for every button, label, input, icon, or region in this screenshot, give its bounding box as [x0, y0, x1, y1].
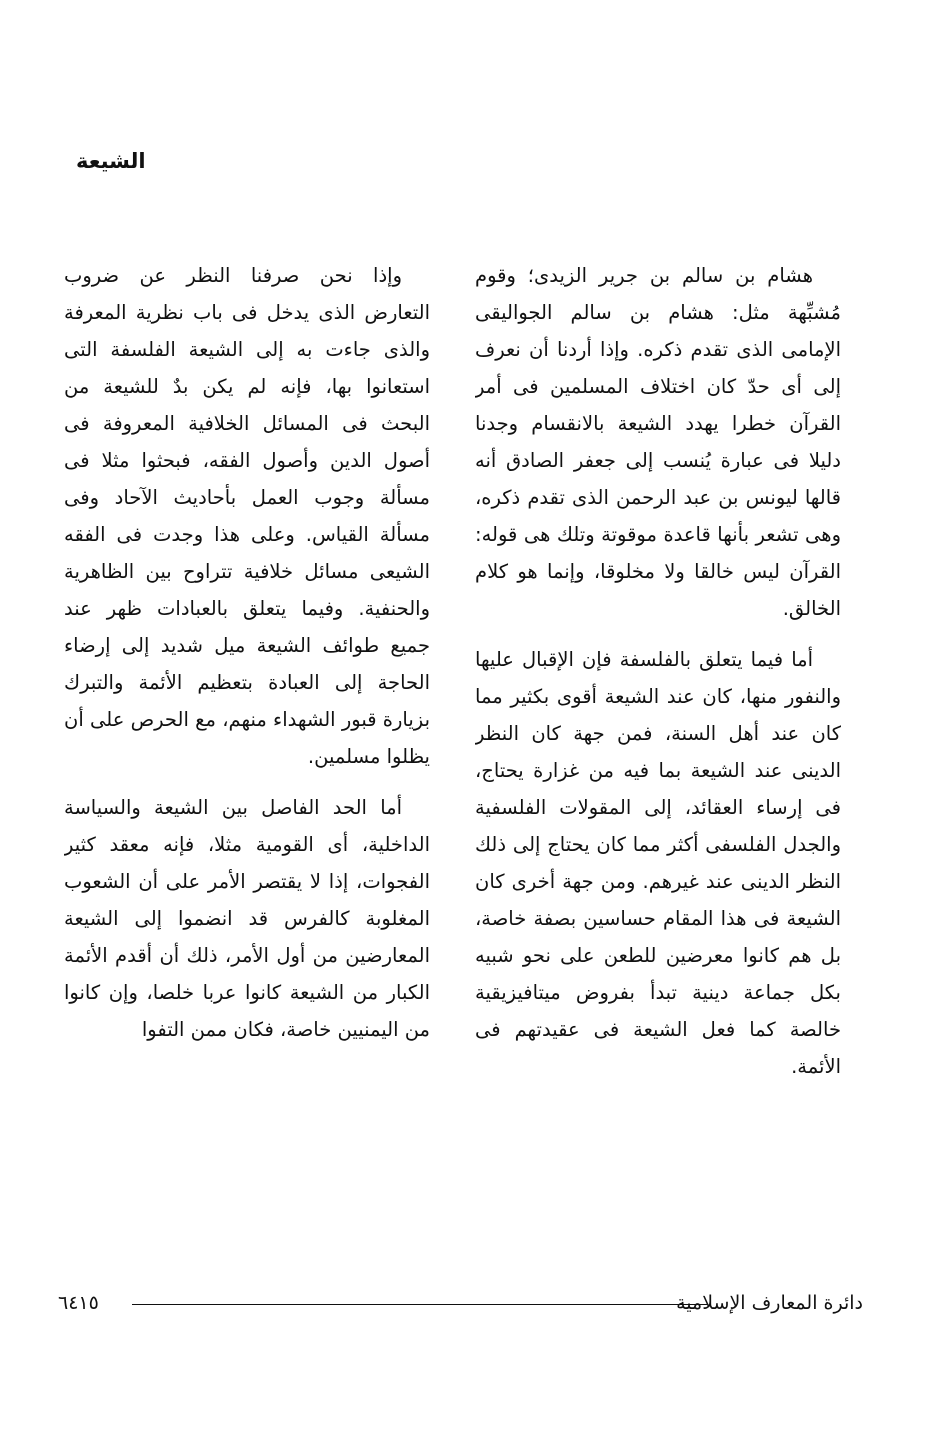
journal-title: دائرة المعارف الإسلامية: [676, 1292, 863, 1314]
left-column-paragraph-1: وإذا نحن صرفنا النظر عن ضروب التعارض الذى يدخل فى باب نظرية المعرفة والذى جاءت به إلى الشيعة الفلسفة التى استعانوا بها، فإنه لم يكن بدٌ للشيعة من البحث فى المسائل الخلافية المعروفة فى أصول الدين وأصول الفقه، فبحثوا مثلا فى مسألة وجوب العمل بأحاديث الآحاد وفى مسألة القياس. وعلى هذا وجدت فى الفقه الشيعى مسائل خلافية تتراوح بين الظاهرية والحنفية. وفيما يتعلق بالعبادات ظهر عند جميع طوائف الشيعة ميل شديد إلى إرضاء الحاجة إلى العبادة بتعظيم الأئمة والتبرك بزيارة قبور الشهداء منهم، مع الحرص على أن يظلوا مسلمين.: [64, 264, 430, 768]
right-column: [475, 257, 841, 1269]
right-column-paragraph-1: هشام بن سالم بن جرير الزيدى؛ وقوم مُشبِّهة مثل: هشام بن سالم الجواليقى الإمامى الذى تقدم ذكره. وإذا أردنا أن نعرف إلى أى حدّ كان اختلاف المسلمين فى أمر القرآن خطرا يهدد الشيعة بالانقسام وجدنا دليلا فى عبارة يُنسب إلى جعفر الصادق أنه قالها ليونس بن عبد الرحمن الذى تقدم ذكره، وهى تشعر بأنها قاعدة موقوتة وتلك هى قوله: القرآن ليس خالقا ولا مخلوقا، وإنما هو كلام الخالق.: [475, 264, 841, 620]
right-column-paragraph-2: أما فيما يتعلق بالفلسفة فإن الإقبال عليها والنفور منها، كان عند الشيعة أقوى بكثير مما كان عند أهل السنة، فمن جهة كان النظر الدينى عند الشيعة بما فيه من غزارة يحتاج، فى إرساء العقائد، إلى المقولات الفلسفية والجدل الفلسفى أكثر مما كان يحتاج إلى ذلك النظر الدينى عند غيرهم. ومن جهة أخرى كان الشيعة فى هذا المقام حساسين بصفة خاصة، بل هم كانوا معرضين للطعن على نحو شبيه بكل جماعة دينية تبدأ بفروض ميتافيزيقية خالصة كما فعل الشيعة فى عقيدتهم فى الأئمة.: [475, 648, 841, 1078]
footer-rule: [132, 1304, 708, 1305]
page-number: ٦٤١٥: [58, 1292, 99, 1314]
running-head: الشيعة: [76, 149, 146, 173]
left-column-paragraph-2: أما الحد الفاصل بين الشيعة والسياسة الداخلية، أى القومية مثلا، فإنه معقد كثير الفجوات، إذا لا يقتصر الأمر على أن الشعوب المغلوبة كالفرس قد انضموا إلى الشيعة المعارضين من أول الأمر، ذلك أن أقدم الأئمة الكبار من الشيعة كانوا عربا خلصا، وإن كانوا من اليمنيين خاصة، فكان ممن التفوا: [64, 796, 430, 1041]
left-column: [64, 257, 430, 1269]
page-footer: [58, 1286, 863, 1320]
